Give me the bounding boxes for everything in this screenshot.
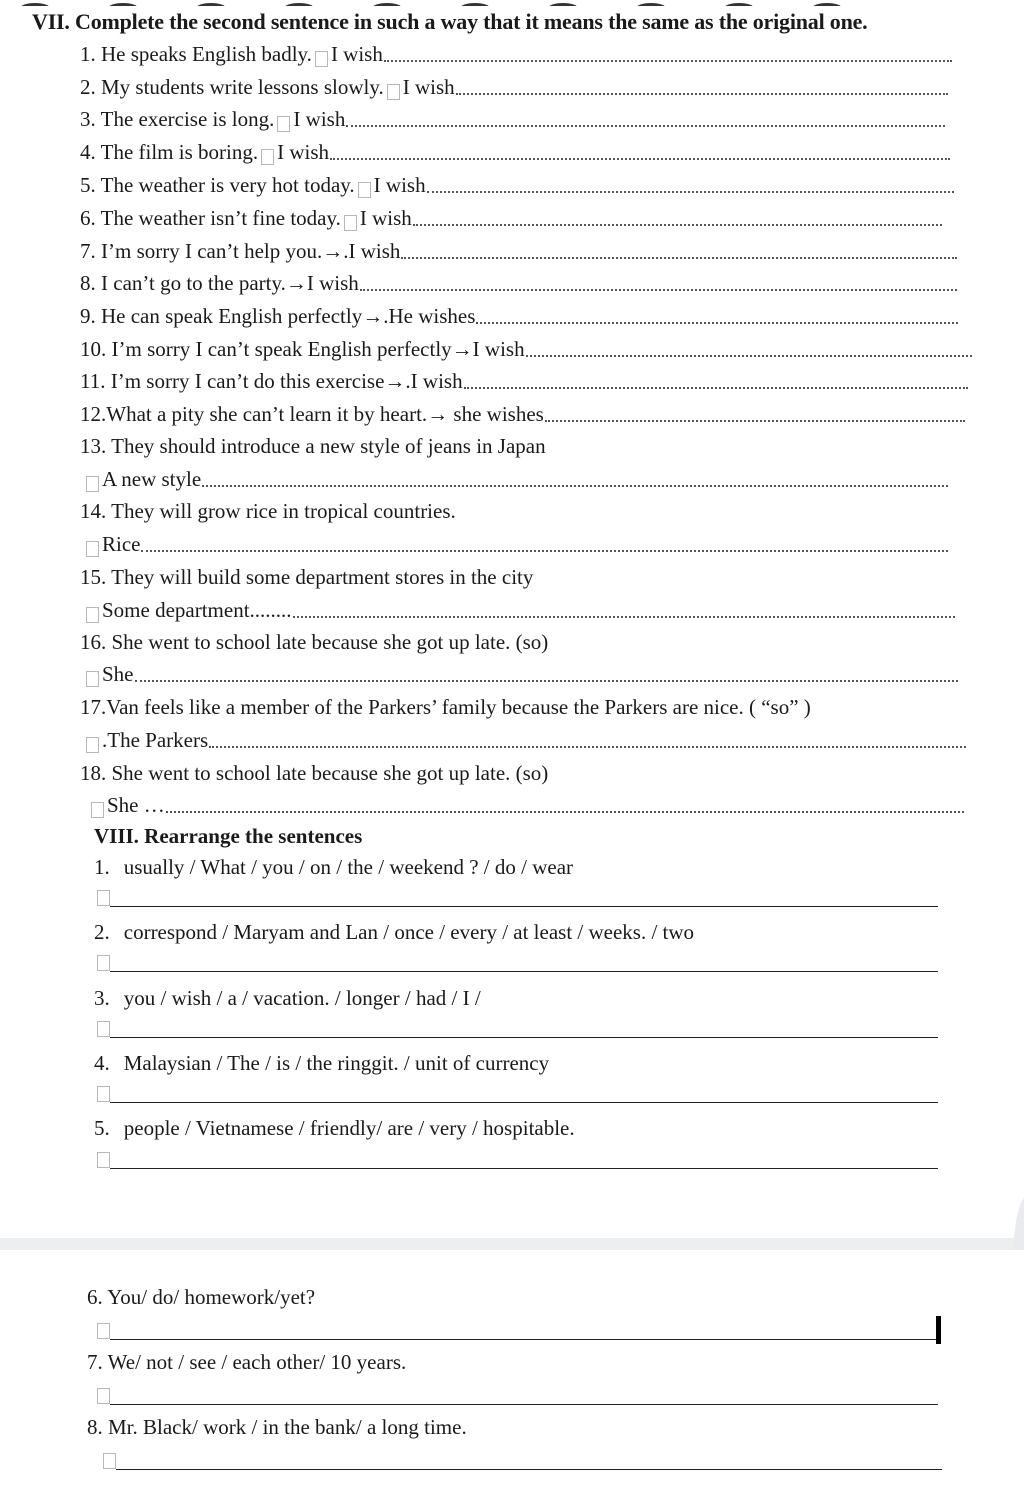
checkbox-icon xyxy=(86,671,99,687)
checkbox-icon xyxy=(86,476,99,492)
item-6-row xyxy=(80,205,942,231)
answer-blank[interactable] xyxy=(293,616,955,618)
item-4-row xyxy=(80,139,950,165)
section-8-title: VIII. Rearrange the sentences xyxy=(94,824,363,848)
checkbox-icon xyxy=(86,737,99,753)
answer-blank[interactable] xyxy=(401,257,957,259)
rearrange-item-4-number: 4. xyxy=(94,1051,110,1075)
answer-line[interactable] xyxy=(110,906,938,907)
item-18-lead: She … xyxy=(107,793,165,817)
checkbox-icon xyxy=(97,1323,110,1339)
item-1-lead: I wish xyxy=(330,42,383,66)
item-11-row xyxy=(80,368,968,394)
checkbox-icon xyxy=(387,84,400,100)
item-17-lead: .The Parkers xyxy=(102,728,209,752)
item-2-lead: I wish xyxy=(402,75,455,99)
rearrange-item-4 xyxy=(94,1050,549,1076)
answer-blank[interactable] xyxy=(526,355,972,357)
answer-line[interactable] xyxy=(110,1037,938,1038)
answer-line[interactable] xyxy=(110,971,938,972)
answer-line[interactable] xyxy=(110,1168,938,1169)
text-cursor xyxy=(936,1316,941,1344)
item-8-lead: →I wish xyxy=(285,271,359,295)
checkbox-icon xyxy=(358,182,371,198)
answer-blank[interactable] xyxy=(360,289,957,291)
item-14-prompt: 14. They will grow rice in tropical countries. xyxy=(80,499,456,523)
answer-blank[interactable] xyxy=(413,224,942,226)
rearrange-item-7: 7. We/ not / see / each other/ 10 years. xyxy=(87,1350,407,1374)
item-17-prompt: 17.Van feels like a member of the Parkers’ family because the Parkers are nice. ( “so” ) xyxy=(80,695,811,719)
answer-blank[interactable] xyxy=(427,191,954,193)
answer-blank[interactable] xyxy=(141,550,948,552)
checkbox-icon xyxy=(97,1388,110,1404)
answer-blank[interactable] xyxy=(545,420,965,422)
item-9-row xyxy=(80,303,958,329)
answer-line[interactable] xyxy=(116,1469,942,1470)
item-10-row xyxy=(80,336,972,362)
checkbox-icon xyxy=(86,541,99,557)
rearrange-item-5 xyxy=(94,1115,575,1141)
checkbox-icon xyxy=(97,890,110,906)
item-18-answer-row xyxy=(88,792,964,818)
rearrange-item-4-words: Malaysian / The / is / the ringgit. / unit of currency xyxy=(123,1051,550,1075)
answer-blank[interactable] xyxy=(330,158,950,160)
item-15-answer-row xyxy=(83,597,955,623)
answer-line[interactable] xyxy=(110,1339,938,1340)
item-11-lead: →.I wish xyxy=(384,369,463,393)
checkbox-icon xyxy=(91,802,104,818)
checkbox-icon xyxy=(97,1021,110,1037)
answer-blank[interactable] xyxy=(166,811,964,813)
item-4-prompt: 4. The film is boring. xyxy=(80,140,259,164)
item-14-lead: Rice xyxy=(102,532,141,556)
checkbox-icon xyxy=(97,1086,110,1102)
item-2-row xyxy=(80,74,948,100)
checkbox-icon xyxy=(344,215,357,231)
item-4-lead: I wish xyxy=(277,140,330,164)
item-5-prompt: 5. The weather is very hot today. xyxy=(80,173,355,197)
item-11-prompt: 11. I’m sorry I can’t do this exercise xyxy=(80,369,385,393)
section-7-title: VII. Complete the second sentence in such a way that it means the same as the original one. xyxy=(32,9,868,34)
item-17-answer-row xyxy=(83,727,966,753)
answer-blank[interactable] xyxy=(202,485,948,487)
item-8-prompt: 8. I can’t go to the party. xyxy=(80,271,286,295)
answer-blank[interactable] xyxy=(135,680,959,682)
item-16-prompt: 16. She went to school late because she got up late. (so) xyxy=(80,630,549,654)
item-3-prompt: 3. The exercise is long. xyxy=(80,107,275,131)
checkbox-icon xyxy=(86,607,99,623)
item-13-lead: A new style xyxy=(102,467,202,491)
item-5-row xyxy=(80,172,954,198)
checkbox-icon xyxy=(97,1152,110,1168)
item-10-lead: →I wish xyxy=(451,337,525,361)
page-gap xyxy=(0,1238,1024,1250)
answer-blank[interactable] xyxy=(464,387,968,389)
item-2-prompt: 2. My students write lessons slowly. xyxy=(80,75,384,99)
answer-line[interactable] xyxy=(110,1102,938,1103)
item-12-prompt: 12.What a pity she can’t learn it by heart. xyxy=(80,402,428,426)
rearrange-item-8: 8. Mr. Black/ work / in the bank/ a long time. xyxy=(87,1415,467,1439)
item-12-lead: → she wishes xyxy=(427,402,544,426)
rearrange-item-5-words: people / Vietnamese / friendly/ are / very / hospitable. xyxy=(123,1116,575,1140)
item-13-prompt: 13. They should introduce a new style of jeans in Japan xyxy=(80,434,546,458)
answer-line[interactable] xyxy=(110,1404,938,1405)
item-6-lead: I wish xyxy=(359,206,412,230)
answer-blank[interactable] xyxy=(346,125,945,127)
rearrange-item-6: 6. You/ do/ homework/yet? xyxy=(87,1285,316,1309)
item-8-row xyxy=(80,270,957,296)
item-7-row xyxy=(80,238,957,264)
answer-blank[interactable] xyxy=(209,746,966,748)
item-7-prompt: 7. I’m sorry I can’t help you. xyxy=(80,239,323,263)
answer-blank[interactable] xyxy=(384,60,952,62)
item-10-prompt: 10. I’m sorry I can’t speak English perfectly xyxy=(80,337,452,361)
checkbox-icon xyxy=(315,51,328,67)
item-5-lead: I wish xyxy=(373,173,426,197)
item-15-prompt: 15. They will build some department stores in the city xyxy=(80,565,534,589)
checkbox-icon xyxy=(277,116,290,132)
rearrange-item-2-number: 2. xyxy=(94,920,110,944)
item-9-prompt: 9. He can speak English perfectly xyxy=(80,304,363,328)
rearrange-item-3-number: 3. xyxy=(94,986,110,1010)
item-1-row xyxy=(80,41,952,67)
rearrange-item-2 xyxy=(94,919,694,945)
worksheet-page-2 xyxy=(0,1250,1024,1491)
item-12-row xyxy=(80,401,965,427)
item-14-answer-row xyxy=(83,531,948,557)
checkbox-icon xyxy=(261,149,274,165)
rearrange-item-1-number: 1. xyxy=(94,855,110,879)
item-18-prompt: 18. She went to school late because she got up late. (so) xyxy=(80,761,549,785)
rearrange-item-1-words: usually / What / you / on / the / weekend ? / do / wear xyxy=(123,855,574,879)
item-3-row xyxy=(80,106,945,132)
answer-blank[interactable] xyxy=(456,93,948,95)
clipped-text-top xyxy=(20,0,1024,6)
rearrange-item-3 xyxy=(94,985,481,1011)
rearrange-item-2-words: correspond / Maryam and Lan / once / every / at least / weeks. / two xyxy=(123,920,695,944)
item-9-lead: →.He wishes xyxy=(362,304,476,328)
item-7-lead: →.I wish xyxy=(322,239,401,263)
checkbox-icon xyxy=(103,1453,116,1469)
item-13-answer-row xyxy=(83,466,948,492)
item-6-prompt: 6. The weather isn’t fine today. xyxy=(80,206,341,230)
item-1-prompt: 1. He speaks English badly. xyxy=(80,42,312,66)
item-16-lead: She xyxy=(102,662,134,686)
rearrange-item-3-words: you / wish / a / vacation. / longer / had / I / xyxy=(123,986,481,1010)
item-16-answer-row xyxy=(83,661,958,687)
item-15-lead: Some department........ xyxy=(102,598,292,622)
rearrange-item-1 xyxy=(94,854,573,880)
checkbox-icon xyxy=(97,955,110,971)
rearrange-item-5-number: 5. xyxy=(94,1116,110,1140)
answer-blank[interactable] xyxy=(476,322,958,324)
item-3-lead: I wish xyxy=(293,107,346,131)
